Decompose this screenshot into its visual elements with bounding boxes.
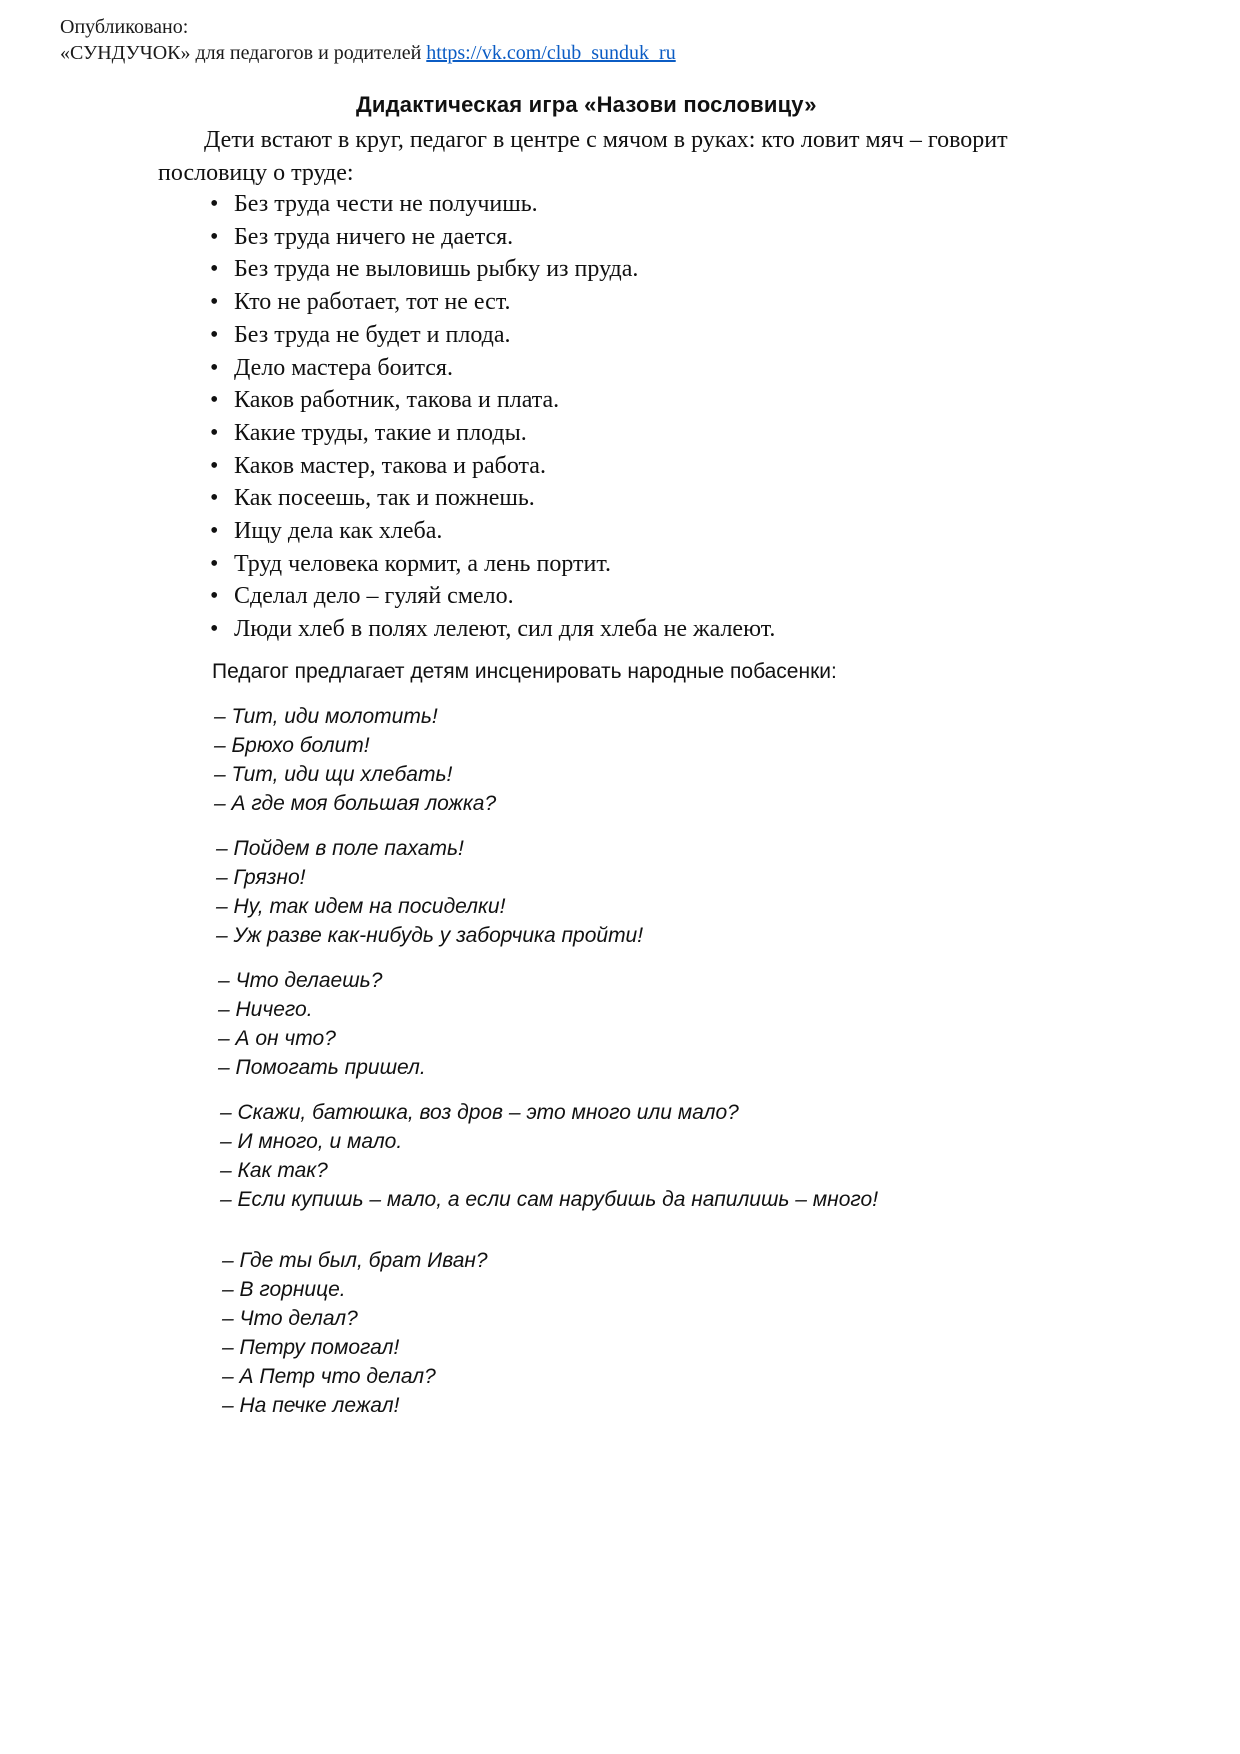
dialog-line: – А он что? — [218, 1027, 336, 1050]
proverb-item: • Сделал дело – гуляй смело. — [208, 580, 775, 613]
dialog-line: – Уж разве как-нибудь у заборчика пройти! — [216, 924, 644, 947]
dialog-line: – В горнице. — [222, 1278, 346, 1301]
proverb-item: • Дело мастера боится. — [208, 352, 775, 385]
dialog-line: – Где ты был, брат Иван? — [222, 1249, 488, 1272]
proverb-item: • Ищу дела как хлеба. — [208, 515, 775, 548]
dialog-line: – Ничего. — [218, 998, 313, 1021]
proverb-item: • Какие труды, такие и плоды. — [208, 417, 775, 450]
intro-paragraph: Дети встают в круг, педагог в центре с мячом в руках: кто ловит мяч – говорит пословицу о труде: — [158, 127, 1008, 186]
dialog-block-1 — [214, 702, 496, 818]
dialog-line: – Что делаешь? — [218, 969, 383, 992]
dialog-line: – Если купишь – мало, а если сам нарубишь да напилишь – много! — [220, 1188, 879, 1211]
proverb-item: • Труд человека кормит, а лень портит. — [208, 548, 775, 581]
dialog-line: – А где моя большая ложка? — [214, 792, 497, 815]
dialog-line: – Что делал? — [222, 1307, 358, 1330]
dialog-line: – Брюхо болит! — [214, 734, 370, 757]
proverb-item: • Кто не работает, тот не ест. — [208, 286, 775, 319]
dialog-line: – Помогать пришел. — [218, 1056, 426, 1079]
dialog-line: – Тит, иди щи хлебать! — [214, 763, 453, 786]
published-label: Опубликовано: — [60, 16, 189, 38]
dialog-line: – А Петр что делал? — [222, 1365, 436, 1388]
dialog-line: – Грязно! — [216, 866, 306, 889]
page-title: Дидактическая игра «Назови пословицу» — [356, 92, 817, 117]
proverb-item: • Каков работник, такова и плата. — [208, 384, 775, 417]
dialog-line: – И много, и мало. — [220, 1130, 403, 1153]
dialog-line: – Скажи, батюшка, воз дров – это много или мало? — [220, 1101, 739, 1124]
dialog-line: – Тит, иди молотить! — [214, 705, 438, 728]
dialog-line: – Как так? — [220, 1159, 328, 1182]
dialog-line: – Ну, так идем на посиделки! — [216, 895, 506, 918]
source-line — [60, 40, 676, 66]
dialog-block-4 — [220, 1098, 878, 1214]
dialog-block-2 — [216, 834, 643, 950]
proverb-item: • Без труда ничего не дается. — [208, 221, 775, 254]
source-link[interactable]: https://vk.com/club_sunduk_ru — [426, 42, 676, 64]
lead-paragraph: Педагог предлагает детям инсценировать народные побасенки: — [212, 660, 837, 683]
dialog-line: – На печке лежал! — [222, 1394, 400, 1417]
proverb-item: • Без труда не выловишь рыбку из пруда. — [208, 253, 775, 286]
proverb-item: • Каков мастер, такова и работа. — [208, 450, 775, 483]
proverb-item: • Люди хлеб в полях лелеют, сил для хлеба не жалеют. — [208, 613, 775, 646]
publication-header — [60, 14, 676, 66]
proverb-item: • Без труда не будет и плода. — [208, 319, 775, 352]
source-text: «СУНДУЧОК» для педагогов и родителей — [60, 42, 422, 64]
proverb-list — [208, 188, 775, 646]
dialog-block-3 — [218, 966, 426, 1082]
dialog-line: – Пойдем в поле пахать! — [216, 837, 464, 860]
proverb-item: • Без труда чести не получишь. — [208, 188, 775, 221]
dialog-block-5 — [222, 1246, 488, 1420]
dialog-line: – Петру помогал! — [222, 1336, 400, 1359]
proverb-item: • Как посеешь, так и пожнешь. — [208, 482, 775, 515]
